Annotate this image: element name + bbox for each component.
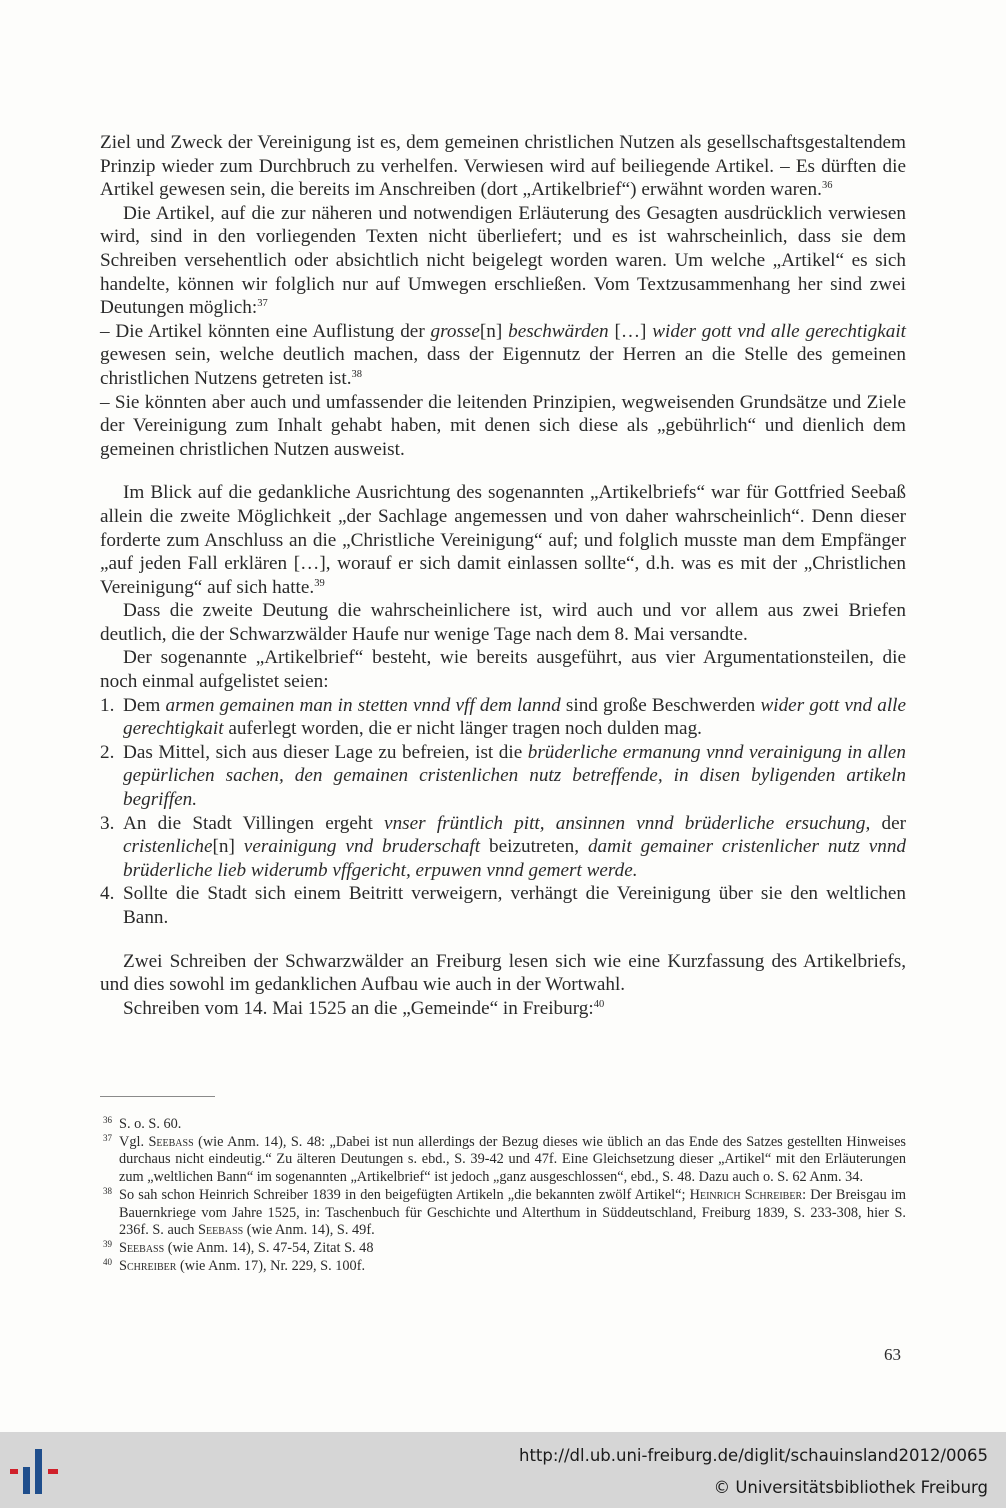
logo-bar-left xyxy=(10,1469,18,1474)
text-run: (wie Anm. 14), S. 48: „Dabei ist nun allerdings der Bezug dieses wie üblich an das Ende des Satzes gestellten Hinweises durchaus nicht eindeutig.“ Zu älteren Deutungen s. ebd., S. 39-42 und 47f. Eine Gleichsetzung dieser „Artikel“ mit den Erläuterungen zum „weltlichen Bann“ im sogenannten „Artikelbrief“ ist jedoch „ganz ausgeschlossen“, ebd., S. 48. Dazu auch o. S. 62 Anm. 34. xyxy=(119,1133,906,1186)
list-item xyxy=(100,882,906,929)
paragraph-2 xyxy=(100,202,906,320)
text-run: : Der Breisgau im Bauernkriege vom Jahre 1525, in: Taschenbuch für Geschichte und Alterthum in Süddeutschland, Freiburg 1839, S. 233-308, hier S. 236f. S. auch xyxy=(119,1186,906,1239)
logo-bar-tall xyxy=(35,1449,42,1494)
footnote-ref: 39 xyxy=(314,577,325,589)
paragraph-1 xyxy=(100,131,906,202)
footnote xyxy=(103,1240,906,1258)
main-text xyxy=(100,131,906,1020)
footnote-divider xyxy=(100,1096,215,1097)
text-run: sind große Beschwerden xyxy=(560,694,761,716)
footnote-text xyxy=(119,1134,906,1185)
text-run: Im Blick auf die gedankliche Ausrichtung des sogenannten „Artikelbriefs“ war für Gottfried Seebaß allein die zweite Möglichkeit „der Sachlage angemessen und von daher wahrscheinlich“. Denn dieser forderte zum Anschluss an die „Christliche Vereinigung“ auf; und folglich musste man dem Empfänger „auf jeden Fall erklären […], worauf er sich damit einlassen sollte“, d.h. was es mit der „Christlichen Vereinigung“ auf sich hatte. xyxy=(100,482,906,598)
text-run: Die Artikel, auf die zur näheren und notwendigen Erläuterung des Gesagten ausdrücklich verwiesen wird, sind in den vorliegenden Texten nicht überliefert; und es ist wahrscheinlich, dass sie dem Schreiben versehentlich oder absichtlich nicht beigelegt worden waren. Um welche „Artikel“ es sich handelte, können wir folglich nur auf Umwegen erschließen. Vom Textzusammenhang her sind zwei Deutungen möglich: xyxy=(100,202,906,319)
logo-bar-short xyxy=(23,1467,30,1494)
text-run: beschwärden xyxy=(508,320,609,342)
text-run: [n] xyxy=(212,836,244,858)
list-number: 2. xyxy=(100,741,115,763)
library-logo-icon xyxy=(10,1447,66,1497)
list-number: 1. xyxy=(100,694,115,716)
list-text xyxy=(123,883,906,928)
text-run: Dem xyxy=(123,694,166,716)
footnote-ref: 37 xyxy=(257,298,268,310)
text-run: (wie Anm. 14), S. 49f. xyxy=(243,1222,375,1239)
text-run: vnser früntlich pitt, ansinnen vnnd brüderliche ersuchung, xyxy=(384,812,871,834)
list-number: 4. xyxy=(100,883,115,905)
footnote-text xyxy=(119,1116,181,1132)
footnote xyxy=(103,1134,906,1187)
list-item xyxy=(100,812,906,883)
text-run: cristenliche xyxy=(123,836,213,858)
text-run: Sollte die Stadt sich einem Beitritt verweigern, verhängt die Vereinigung über sie den weltlichen Bann. xyxy=(123,883,906,928)
text-run: beizutreten, xyxy=(480,836,588,858)
footnote-number: 40 xyxy=(103,1256,112,1267)
paragraph-8 xyxy=(100,950,906,997)
footnote-ref: 40 xyxy=(593,998,605,1010)
list-text xyxy=(123,813,906,881)
text-run: gewesen sein, welche deutlich machen, dass der Eigennutz der Herren an die Stelle des gemeinen christlichen Nutzens getreten ist. xyxy=(100,344,906,389)
text-run: – Sie könnten aber auch und umfassender die leitenden Prinzipien, wegweisenden Grundsätze und Ziele der Vereinigung zum Inhalt gehabt haben, mit denen sich diese als „gebührlich“ und dienlich dem gemeinen christlichen Nutzen ausweist. xyxy=(100,391,906,460)
list-text xyxy=(123,742,906,810)
text-run: Zwei Schreiben der Schwarzwälder an Freiburg lesen sich wie eine Kurzfassung des Artikelbriefs, und dies sowohl im gedanklichen Aufbau wie auch in der Wortwahl. xyxy=(100,950,906,996)
text-run: Seebaß xyxy=(148,1133,194,1150)
footnotes xyxy=(103,1116,906,1275)
text-run: brüderliche ermanung vnnd verainigung in allen gepürlichen sachen, den gemainen cristenlichen nutz betreffende, in disen byligenden artikeln begriffen. xyxy=(123,741,907,811)
paragraph-4 xyxy=(100,391,906,462)
footnote-number: 36 xyxy=(103,1115,112,1125)
footnote-number: 37 xyxy=(103,1132,112,1143)
footnote-text xyxy=(119,1258,365,1274)
text-run: Dass die zweite Deutung die wahrscheinlichere ist, wird auch und vor allem aus zwei Briefen deutlich, die der Schwarzwälder Haufe nur wenige Tage nach dem 8. Mai versandte. xyxy=(100,600,906,645)
footnote xyxy=(103,1258,906,1276)
text-run: grosse xyxy=(430,320,480,342)
paragraph-9 xyxy=(100,997,906,1021)
list-item xyxy=(100,694,906,741)
text-run: (wie Anm. 17), Nr. 229, S. 100f. xyxy=(176,1257,366,1274)
text-run: Der sogenannte „Artikelbrief“ besteht, wie bereits ausgeführt, aus vier Argumentationsteilen, die noch einmal aufgelistet seien: xyxy=(100,647,906,693)
text-run: Vgl. xyxy=(119,1133,149,1150)
text-run: damit gemainer cristenlicher nutz vnnd brüderliche lieb widerumb vffgericht, erpuwen vnnd gemert werde. xyxy=(123,836,907,881)
text-run: [n] xyxy=(479,320,509,342)
paragraph-6 xyxy=(100,599,906,646)
footnote-ref: 36 xyxy=(821,180,833,192)
footnote-text xyxy=(119,1187,906,1238)
text-run: Das Mittel, sich aus dieser Lage zu befreien, ist die xyxy=(123,741,528,763)
text-run: der xyxy=(870,812,907,834)
text-run: Heinrich Schreiber xyxy=(689,1186,803,1203)
footnote xyxy=(103,1116,906,1134)
text-run: wider gott vnd alle gerechtigkait xyxy=(652,320,906,342)
text-run: So sah schon Heinrich Schreiber 1839 in den beigefügten Artikeln „die bekannten zwölf Artikel“; xyxy=(119,1186,690,1203)
footnote-number: 38 xyxy=(103,1185,112,1196)
page-number: 63 xyxy=(884,1345,901,1364)
footnote xyxy=(103,1187,906,1240)
list-number: 3. xyxy=(100,812,115,834)
text-run: […] xyxy=(608,320,653,342)
footnote-number: 39 xyxy=(103,1238,112,1249)
paragraph-3 xyxy=(100,320,906,391)
list-item xyxy=(100,741,906,812)
text-run: (wie Anm. 14), S. 47-54, Zitat S. 48 xyxy=(164,1239,374,1256)
text-run: Schreiber xyxy=(119,1257,177,1274)
footnote-text xyxy=(119,1240,373,1256)
list-text xyxy=(123,695,906,740)
numbered-list xyxy=(100,694,906,930)
text-run: Seebaß xyxy=(119,1239,165,1256)
footer-copyright: © Universitätsbibliothek Freiburg xyxy=(713,1478,988,1497)
logo-bar-right xyxy=(48,1469,58,1474)
paragraph-7 xyxy=(100,646,906,693)
text-run: Ziel und Zweck der Vereinigung ist es, dem gemeinen christlichen Nutzen als gesellschaftsgestaltendem Prinzip wieder zum Durchbruch zu verhelfen. Verwiesen wird auf beiliegende Artikel. – Es dürften die Artikel gewesen sein, die bereits im Anschreiben (dort „Artikelbrief“) erwähnt worden waren. xyxy=(100,132,906,201)
text-run: – Die Artikel könnten eine Auflistung der xyxy=(100,320,431,342)
text-run: Schreiben vom 14. Mai 1525 an die „Gemeinde“ in Freiburg: xyxy=(123,997,594,1019)
text-run: wider gott vnd alle gerechtigkait xyxy=(123,694,907,740)
footer-url-link[interactable]: http://dl.ub.uni-freiburg.de/diglit/schauinsland2012/0065 xyxy=(518,1446,988,1465)
text-run: armen gemainen man in stetten vnnd vff dem lannd xyxy=(165,694,561,716)
text-run: An die Stadt Villingen ergeht xyxy=(123,812,385,834)
text-run: S. o. S. 60. xyxy=(119,1116,182,1132)
footnote-ref: 38 xyxy=(351,368,362,380)
text-run: verainigung vnd bruderschaft xyxy=(243,836,481,858)
text-run: auferlegt worden, die er nicht länger tragen noch dulden mag. xyxy=(223,718,702,740)
paragraph-5 xyxy=(100,481,906,599)
text-run: Seebaß xyxy=(198,1222,244,1239)
